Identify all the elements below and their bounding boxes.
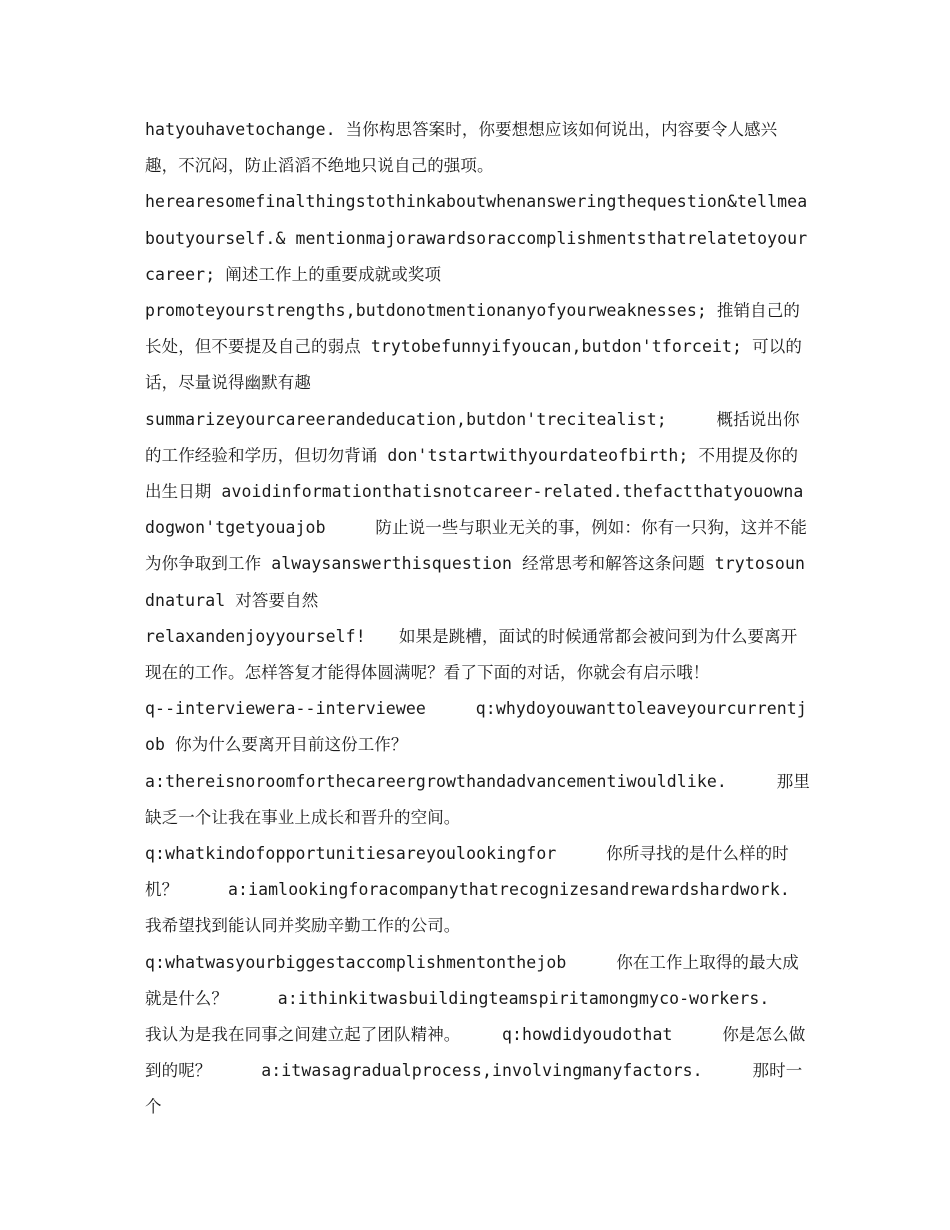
paragraph-q-opportunities: q:whatkindofopportunitiesareyoulookingfor 你所寻找的是什么样的时机？ a:iamlookingforacompanythatrecognizesandrewardshardwork. 我希望找到能认同并奖励辛勤工作的公司。 — [145, 844, 790, 936]
paragraph-strengths: promoteyourstrengths,butdonotmentionanyofyourweaknesses; 推销自己的长处，但不要提及自己的弱点 trytobefunnyifyoucan,butdon'tforceit; 可以的话，尽量说得幽默有趣 — [145, 301, 802, 393]
paragraph-relax: relaxandenjoyyourself! 如果是跳槽，面试的时候通常都会被问到为什么要离开现在的工作。怎样答复才能得体圆满呢？看了下面的对话，你就会有启示哦！ — [145, 626, 798, 683]
paragraph-a-no-room: a:thereisnoroomforthecareergrowthandadvancementiwouldlike. 那里缺乏一个让我在事业上成长和晋升的空间。 — [145, 771, 810, 827]
paragraph-summarize: summarizeyourcareerandeducation,butdon'trecitealist; 概括说出你的工作经验和学历，但切勿背诵 don'tstartwithyourdateofbirth; 不用提及你的出生日期 avoidinformationthatisnotcareer-related.thefactthatyouownadogwon'tgetyouajob 防止说一些与职业无关的事，例如：你有一只狗，这并不能为你争取到工作 alwaysanswerthisquestion 经常思考和解答这条问题 trytosoundnatural 对答要自然 — [145, 409, 808, 610]
paragraph-q-leave-job: q--interviewera--interviewee q:whydoyouwanttoleaveyourcurrentjob 你为什么要离开目前这份工作？ — [145, 699, 807, 755]
document-body — [145, 112, 820, 1126]
paragraph-answer-tips: hatyouhavetochange. 当你构思答案时，你要想想应该如何说出，内容要令人感兴趣，不沉闷，防止滔滔不绝地只说自己的强项。 — [145, 120, 778, 176]
paragraph-q-accomplishment: q:whatwasyourbiggestaccomplishmentonthejob 你在工作上取得的最大成就是什么？ a:ithinkitwasbuildingteamspiritamongmyco-workers. 我认为是我在同事之间建立起了团队精神。 q:howdidyoudothat 你是怎么做到的呢？ a:itwasagradualprocess,involvingmanyfactors. 那时一个 — [145, 952, 820, 1117]
paragraph-final-things: herearesomefinalthingstothinkaboutwhenansweringthequestion&tellmeaboutyourself.& mentionmajorawardsoraccomplishmentsthatrelatetoyourcareer; 阐述工作上的重要成就或奖项 — [145, 192, 808, 284]
